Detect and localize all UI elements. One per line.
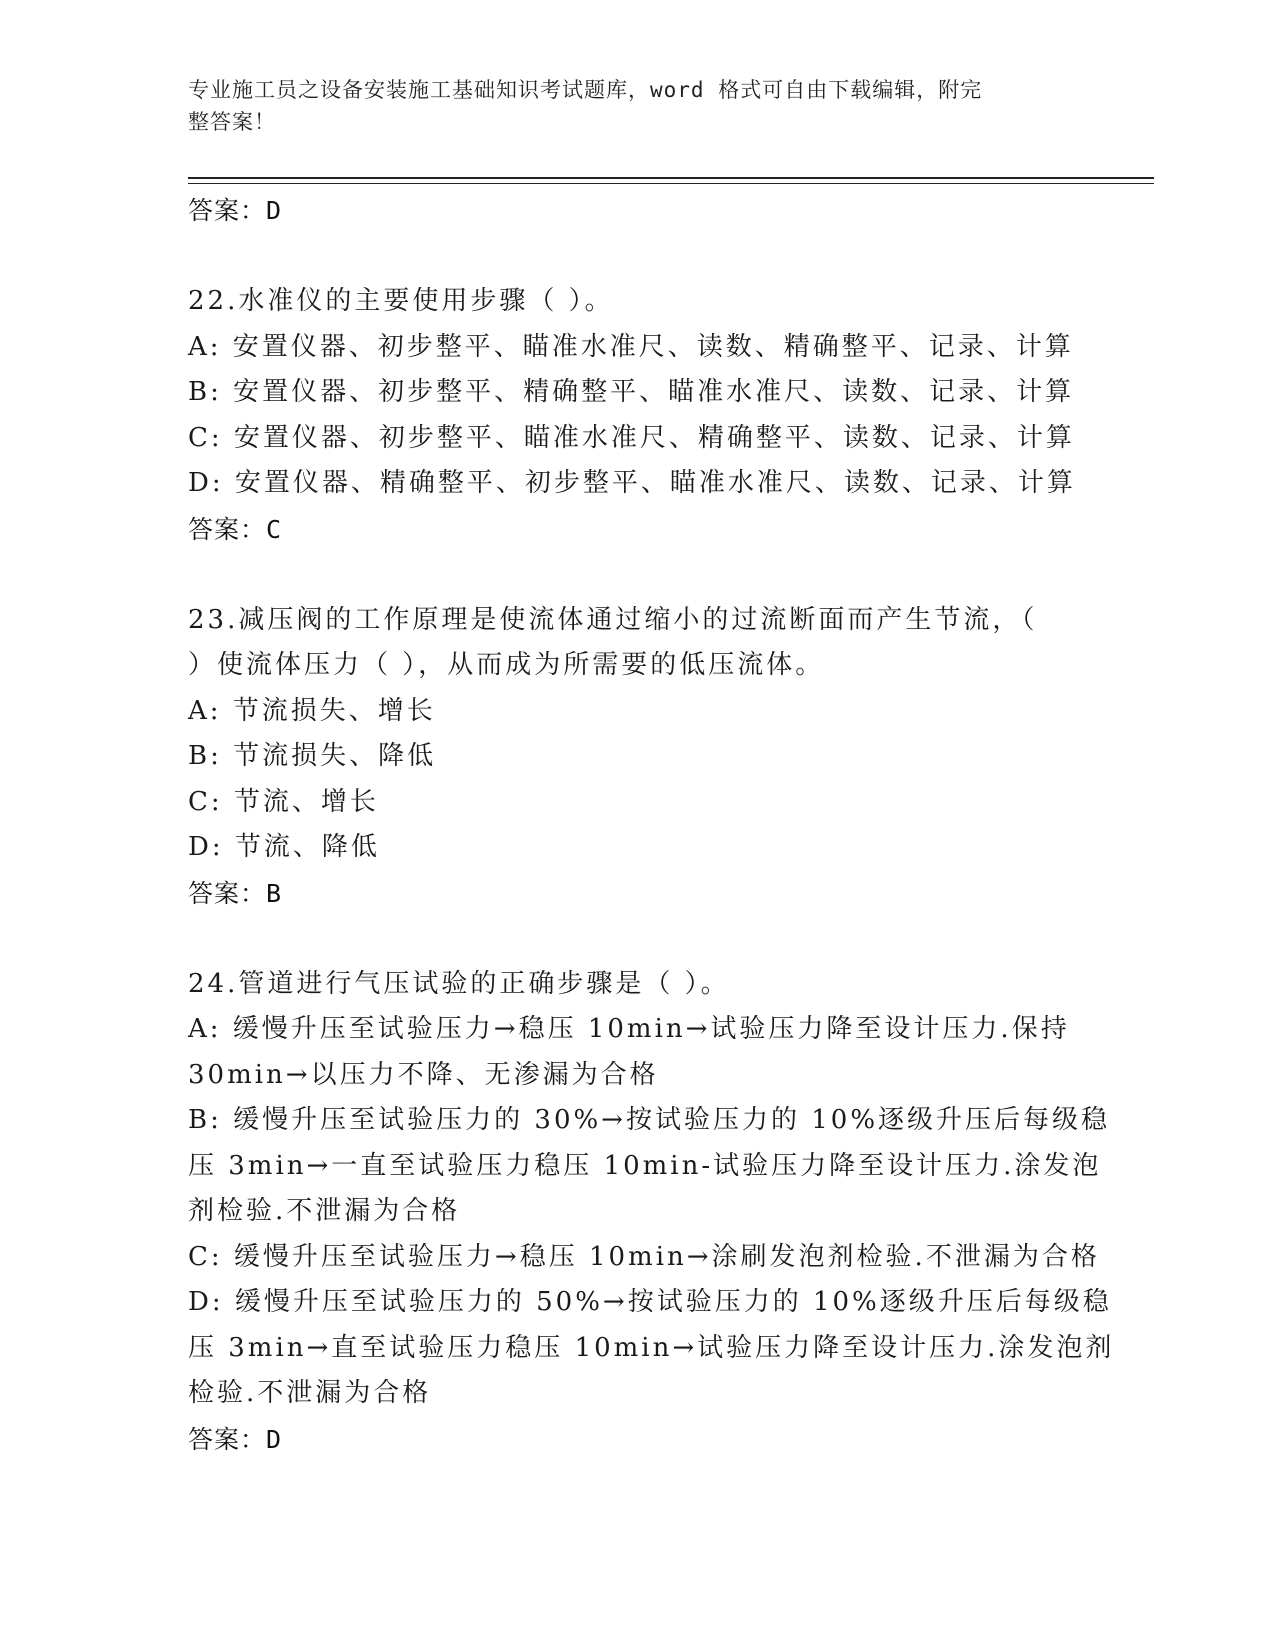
option-b: B: 缓慢升压至试验压力的 30%→按试验压力的 10%逐级升压后每级稳 (188, 1105, 1111, 1135)
answer-line: 答案：D (188, 1424, 283, 1454)
option-b: B: 节流损失、降低 (188, 741, 437, 771)
question-stem: 24.管道进行气压试验的正确步骤是（ ）。 (188, 968, 730, 999)
option-d: D: 安置仪器、精确整平、初步整平、瞄准水准尺、读数、记录、计算 (188, 468, 1076, 498)
previous-answer: 答案：D (188, 196, 283, 225)
option-b: B: 安置仪器、初步整平、精确整平、瞄准水准尺、读数、记录、计算 (188, 377, 1075, 407)
spacer (188, 234, 1088, 279)
header-divider-thin (188, 183, 1154, 184)
answer-line: 答案：B (188, 878, 283, 908)
document-header (188, 74, 1068, 138)
option-a: A: 缓慢升压至试验压力→稳压 10min→试验压力降至设计压力.保持 (188, 1014, 1070, 1044)
header-divider-thick (188, 177, 1154, 179)
option-d-continued: 检验.不泄漏为合格 (188, 1378, 432, 1408)
option-a-continued: 30min→以压力不降、无渗漏为合格 (188, 1059, 659, 1090)
header-line-1: 专业施工员之设备安装施工基础知识考试题库，word 格式可自由下载编辑，附完 (188, 78, 983, 102)
option-d: D: 缓慢升压至试验压力的 50%→按试验压力的 10%逐级升压后每级稳 (188, 1287, 1112, 1317)
option-c: C: 缓慢升压至试验压力→稳压 10min→涂刷发泡剂检验.不泄漏为合格 (188, 1241, 1100, 1272)
question-stem: 22.水准仪的主要使用步骤（ ）。 (188, 286, 614, 316)
question-23 (188, 598, 1088, 917)
option-a: A: 安置仪器、初步整平、瞄准水准尺、读数、精确整平、记录、计算 (188, 331, 1074, 362)
question-24 (188, 962, 1115, 1463)
spacer (188, 553, 1088, 598)
header-line-2: 整答案！ (188, 110, 276, 134)
option-d-continued: 压 3min→直至试验压力稳压 10min→试验压力降至设计压力.涂发泡剂 (188, 1332, 1115, 1363)
question-22 (188, 279, 1088, 553)
option-c: C: 安置仪器、初步整平、瞄准水准尺、精确整平、读数、记录、计算 (188, 422, 1075, 453)
spacer (188, 917, 1088, 962)
option-a: A: 节流损失、增长 (188, 695, 436, 726)
question-stem: 23.减压阀的工作原理是使流体通过缩小的过流断面而产生节流，（ (188, 604, 1038, 635)
option-d: D: 节流、降低 (188, 832, 380, 862)
document-body (188, 188, 1115, 1463)
option-b-continued: 压 3min→一直至试验压力稳压 10min-试验压力降至设计压力.涂发泡 (188, 1150, 1102, 1181)
question-stem-continued: ）使流体压力（ ），从而成为所需要的低压流体。 (188, 650, 825, 680)
option-b-continued: 剂检验.不泄漏为合格 (188, 1196, 461, 1226)
option-c: C: 节流、增长 (188, 786, 379, 817)
answer-line: 答案：C (188, 514, 283, 544)
